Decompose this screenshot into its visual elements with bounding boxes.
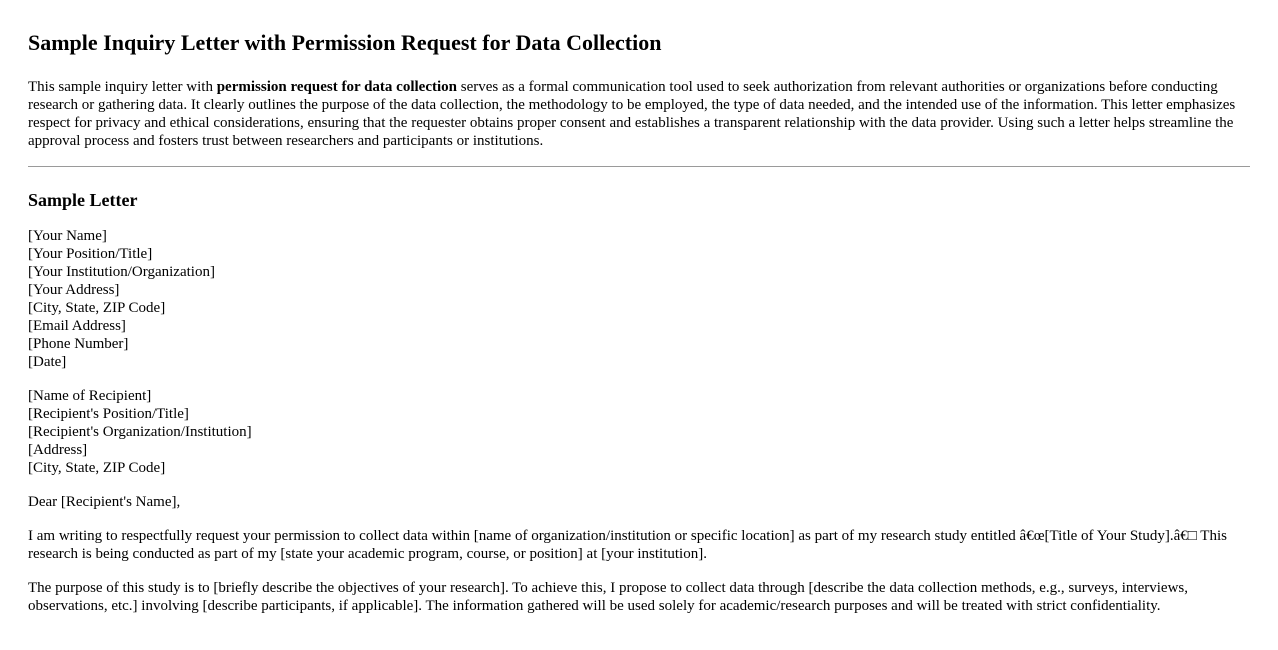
recipient-line: [Address] bbox=[28, 442, 88, 458]
intro-lead: This sample inquiry letter with bbox=[28, 79, 217, 95]
salutation: Dear [Recipient's Name], bbox=[28, 494, 181, 510]
sender-line: [Email Address] bbox=[28, 318, 126, 334]
sender-line: [Your Name] bbox=[28, 228, 107, 244]
sender-block bbox=[28, 227, 1250, 371]
recipient-line: [Recipient's Position/Title] bbox=[28, 406, 189, 422]
sender-line: [Your Position/Title] bbox=[28, 246, 153, 262]
letter-paragraph: I am writing to respectfully request your permission to collect data within [name of organization/institution or specific location] as part of my research study entitled â€œ[Title of Your Study].â€□ This research is being conducted as part of my [state your academic program, course, or position] at [your institution]. bbox=[28, 528, 1227, 562]
intro-paragraph bbox=[28, 78, 1250, 150]
section-heading: Sample Letter bbox=[28, 190, 138, 210]
recipient-line: [Recipient's Organization/Institution] bbox=[28, 424, 252, 440]
recipient-line: [Name of Recipient] bbox=[28, 388, 152, 404]
sender-line: [City, State, ZIP Code] bbox=[28, 300, 166, 316]
sender-line: [Date] bbox=[28, 354, 67, 370]
sender-line: [Phone Number] bbox=[28, 336, 129, 352]
intro-rest: serves as a formal communication tool used to seek authorization from relevant authorities or organizations before conducting research or gathering data. It clearly outlines the purpose of the data collection, the methodology to be employed, the type of data needed, and the intended use of the information. This letter emphasizes respect for privacy and ethical considerations, ensuring that the requester obtains proper consent and establishes a transparent relationship with the data provider. Using such a letter helps streamline the approval process and fosters trust between researchers and participants or institutions. bbox=[28, 79, 1236, 149]
recipient-line: [City, State, ZIP Code] bbox=[28, 460, 166, 476]
section-divider bbox=[28, 166, 1250, 167]
recipient-block bbox=[28, 387, 1250, 477]
page-title: Sample Inquiry Letter with Permission Request for Data Collection bbox=[28, 30, 662, 55]
intro-bold-phrase: permission request for data collection bbox=[216, 79, 457, 95]
sender-line: [Your Institution/Organization] bbox=[28, 264, 215, 280]
sender-line: [Your Address] bbox=[28, 282, 120, 298]
letter-paragraph: The purpose of this study is to [briefly describe the objectives of your research]. To achieve this, I propose to collect data through [describe the data collection methods, e.g., surveys, interviews, observations, etc.] involving [describe participants, if applicable]. The information gathered will be used solely for academic/research purposes and will be treated with strict confidentiality. bbox=[28, 580, 1188, 614]
